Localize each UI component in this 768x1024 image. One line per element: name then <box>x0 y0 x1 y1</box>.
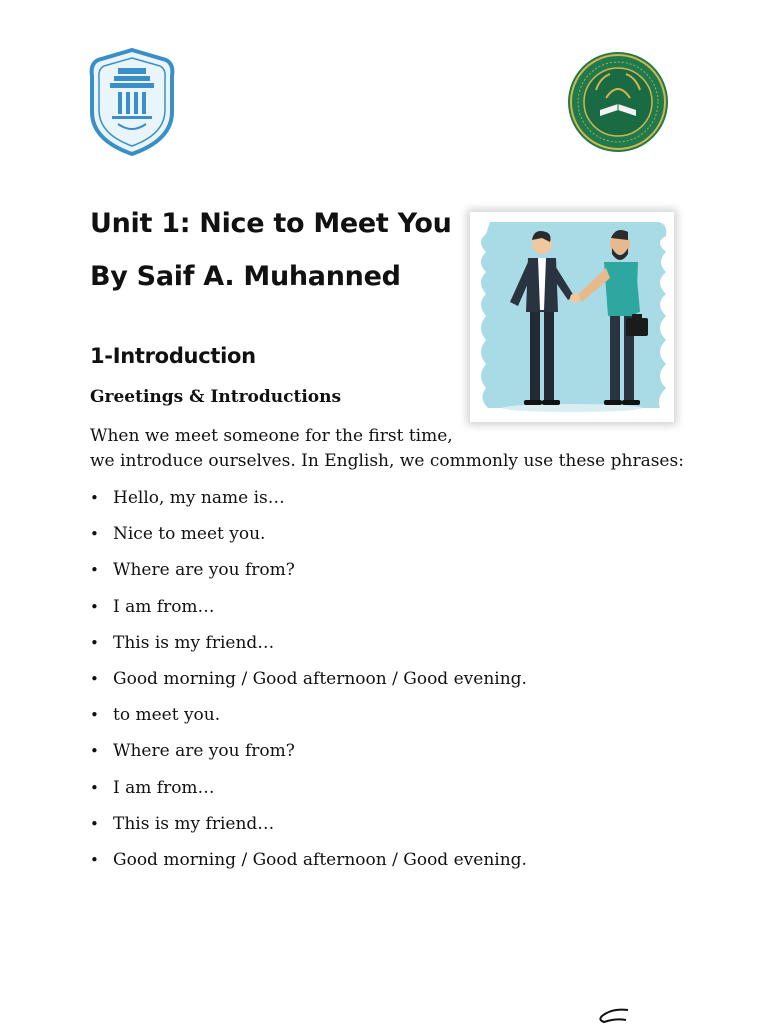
intro-paragraph <box>90 424 690 474</box>
illustration-frame <box>470 212 674 422</box>
bullet-icon: • <box>90 489 99 507</box>
phrase-text: Where are you from? <box>113 560 295 581</box>
bullet-icon: • <box>90 850 99 869</box>
unit-title: Unit 1: Nice to Meet You <box>90 208 452 239</box>
bullet-icon: • <box>90 669 99 688</box>
phrase-text: to meet you. <box>113 705 221 726</box>
handshake-illustration-icon <box>470 212 674 422</box>
bullet-icon: • <box>90 706 99 725</box>
phrase-text: I am from… <box>113 777 215 798</box>
intro-line: When we meet someone for the first time, <box>90 426 453 446</box>
bullet-icon: • <box>90 814 99 833</box>
phrase-text: Good morning / Good afternoon / Good evening. <box>113 668 527 689</box>
subsection-title: Greetings & Introductions <box>90 387 342 407</box>
list-item <box>90 848 527 884</box>
list-item <box>90 595 527 631</box>
phrase-text: I am from… <box>113 596 215 617</box>
list-item <box>90 812 527 848</box>
bullet-icon: • <box>90 778 99 797</box>
list-item <box>90 631 527 667</box>
section-title: 1-Introduction <box>90 344 256 368</box>
signature-mark <box>590 1006 640 1024</box>
phrase-text: This is my friend… <box>113 632 275 653</box>
phrase-list <box>90 486 527 884</box>
list-item <box>90 776 527 812</box>
bullet-icon: • <box>90 525 99 544</box>
phrase-text: Hello, my name is… <box>113 488 285 508</box>
list-item <box>90 667 527 703</box>
phrase-text: Where are you from? <box>113 741 295 762</box>
list-item <box>90 558 527 594</box>
bullet-icon: • <box>90 597 99 616</box>
bullet-icon: • <box>90 561 99 580</box>
intro-line: we introduce ourselves. In English, we commonly use these phrases: <box>90 451 684 471</box>
phrase-text: Good morning / Good afternoon / Good evening. <box>113 849 527 870</box>
bullet-icon: • <box>90 742 99 761</box>
author-line: By Saif A. Muhanned <box>90 261 401 292</box>
list-item <box>90 522 527 558</box>
university-crest-icon <box>88 46 176 158</box>
phrase-text: Nice to meet you. <box>113 524 266 545</box>
college-seal-icon <box>566 50 670 154</box>
list-item <box>90 486 527 522</box>
list-item <box>90 703 527 739</box>
list-item <box>90 739 527 775</box>
phrase-text: This is my friend… <box>113 813 275 834</box>
bullet-icon: • <box>90 633 99 652</box>
